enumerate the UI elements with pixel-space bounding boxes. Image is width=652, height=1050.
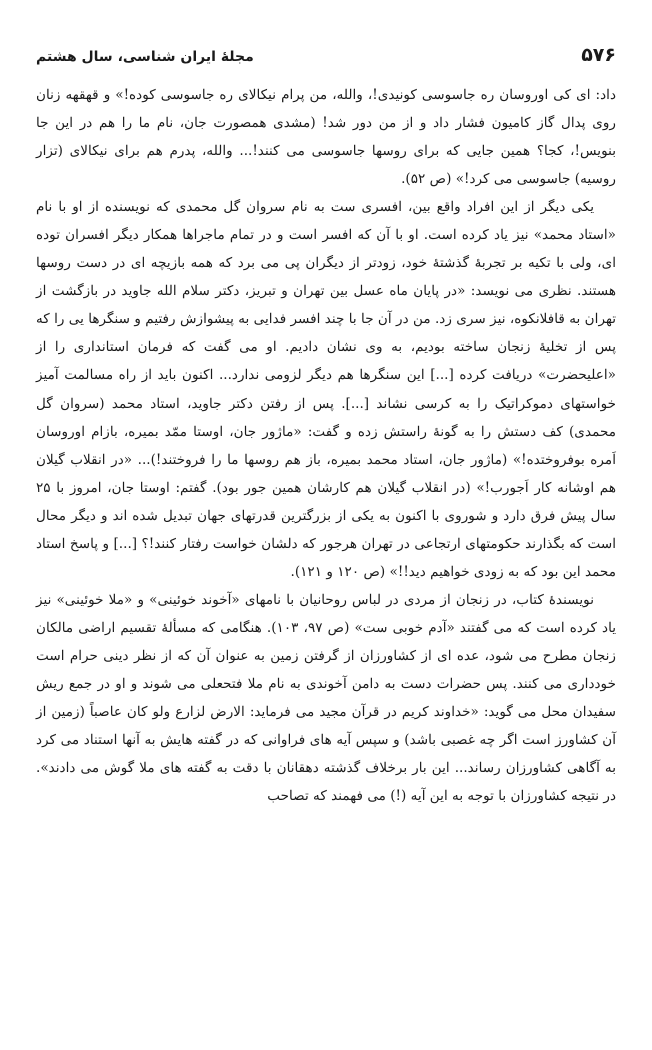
page-header xyxy=(36,44,616,76)
article-body xyxy=(36,81,616,810)
running-head: مجلۀ ایران شناسی، سال هشتم xyxy=(36,49,254,65)
journal-page xyxy=(36,44,616,810)
paragraph-3: نویسندۀ کتاب، در زنجان از مردی در لباس روحانیان با نامهای «آخوند خوئینی» و «ملا خوئینی» نیز یاد کرده است که می گفتند «آدم خوبی ست» (ص ۹۷، ۱۰۳). هنگامی که مسألۀ تقسیم اراضی مالکان زنجان مطرح می شود، عده ای از کشاورزان از گرفتن زمین به عنوان آن که از نظر دینی حرام است خودداری می کنند. پس حضرات دست به دامن آخوندی به نام ملا فتحعلی می شوند و او در جمع ریش سفیدان محل می گوید: «خداوند کریم در قرآن مجید می فرماید: الارض لزارع ولو کان عاصباً (زمین از آن کشاورز است اگر چه غصبی باشد) و سپس آیه های فراوانی که در گفته هایش به آنها استناد می کرد به آگاهی کشاورزان رساند... این بار برخلاف گذشته دهقانان با دقت به گفته های ملا گوش می دادند». در نتیجه کشاورزان با توجه به این آیه (!) می فهمند که تصاحب xyxy=(36,591,617,805)
paragraph-2: یکی دیگر از این افراد واقع بین، افسری ست به نام سروان گل محمدی که نویسنده از او با نام «استاد محمد» نیز یاد کرده است. او با آن که افسر است و در تمام ماجراها همکار دیگر افسران توده ای، ولی با تکیه بر تجربۀ گذشتۀ خود، زودتر از دیگران پی می برد که همه بازیچه ای در دست روسها هستند. نظری می نویسد: «در پایان ماه عسل بین تهران و تبریز، دکتر سلام الله جاوید در بازگشت از تهران به قافلانکوه، نیز سری زد. من در آن جا با چند افسر فدایی به پیشوازش رفتیم و سنگرها یی را که پس از تخلیۀ زنجان ساخته بودیم، به وی نشان دادیم. او می گفت که فرمان استانداری را از «اعلیحضرت» دریافت کرده [...] این سنگرها هم دیگر لزومی ندارد... اکنون باید از راه مسالمت آمیز خواستهای دموکراتیک را به کرسی نشاند [...]. پس از رفتن دکتر جاوید، استاد محمد (سروان گل محمدی) کف دستش را به گونۀ راستش زده و گفت: «ماژور جان، اوستا ممّد بمیره، بازام اوروسان اَمره بوفروختده!» (ماژور جان، استاد محمد بمیره، باز هم روسها ما را فروختند!)... «در انقلاب گیلان هم اوشانه کار اَجورب!» (در انقلاب گیلان هم کارشان همین جور بود). گفتم: اوستا جان، امروز با ۲۵ سال پیش فرق دارد و شوروی با اکنون به یکی از بزرگترین قدرتهای جهان تبدیل شده اند و دیگر محال است که بگذارند حکومتهای ارتجاعی در تهران هرجور که دلشان خواست رفتار کنند!؟ [...] و پاسخ استاد محمد این بود که به زودی خواهیم دید!!» (ص ۱۲۰ و ۱۲۱). xyxy=(36,199,617,580)
paragraph-1: داد: ای کی اوروسان ره جاسوسی کونیدی!، والله، من پرام نیکالای ره جاسوسی کوده!» و قهقهه زنان روی پدال گاز کامیون فشار داد و از من دور شد! (مشدی همصورت جان، نام ما را هم در این جا بنویس!، کجا؟ همین جایی که برای روسها جاسوسی می کنند!... والله، پدرم هم برای نیکالای (تزار روسیه) جاسوسی می کرد!» (ص ۵۲). xyxy=(36,87,616,188)
page-number: ۵۷۶ xyxy=(581,44,616,66)
